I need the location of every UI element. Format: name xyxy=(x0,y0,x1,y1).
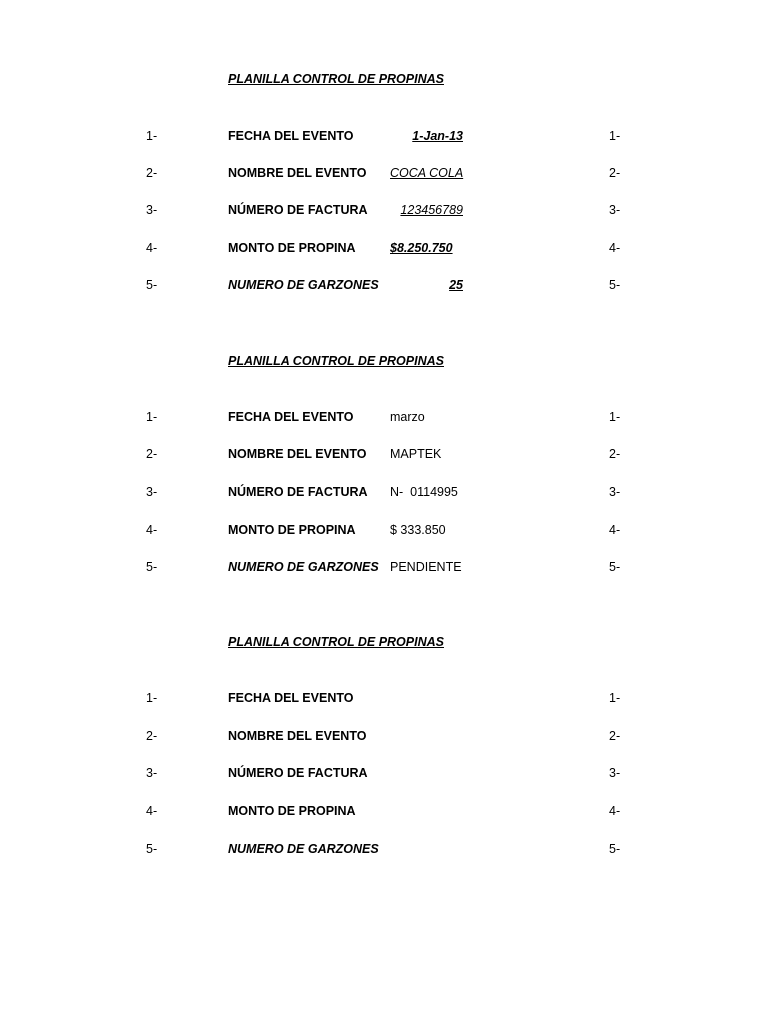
planilla-section-3 xyxy=(0,635,768,895)
row-number: 3- xyxy=(146,766,158,780)
row-monto xyxy=(0,241,768,259)
section-title: PLANILLA CONTROL DE PROPINAS xyxy=(228,72,444,86)
row-garzones xyxy=(0,560,768,578)
row-number: 4- xyxy=(146,804,158,818)
row-factura xyxy=(0,766,768,784)
row-number-right: 2- xyxy=(609,447,621,461)
row-label: FECHA DEL EVENTO xyxy=(228,410,354,424)
row-number: 1- xyxy=(146,410,158,424)
row-number-right: 1- xyxy=(609,691,621,705)
row-number-right: 1- xyxy=(609,410,621,424)
row-fecha xyxy=(0,691,768,709)
row-number-right: 5- xyxy=(609,560,621,574)
row-number-right: 4- xyxy=(609,523,621,537)
row-label: NÚMERO DE FACTURA xyxy=(228,485,368,499)
row-number-right: 5- xyxy=(609,842,621,856)
planilla-section-2 xyxy=(0,354,768,614)
row-value: COCA COLA xyxy=(390,166,464,180)
row-number-right: 2- xyxy=(609,166,621,180)
row-number: 4- xyxy=(146,241,158,255)
row-number: 3- xyxy=(146,485,158,499)
section-title: PLANILLA CONTROL DE PROPINAS xyxy=(228,635,444,649)
row-number-right: 5- xyxy=(609,278,621,292)
section-title: PLANILLA CONTROL DE PROPINAS xyxy=(228,354,444,368)
row-number: 5- xyxy=(146,842,158,856)
row-value: PENDIENTE xyxy=(390,560,462,574)
row-number-right: 4- xyxy=(609,804,621,818)
row-number: 2- xyxy=(146,729,158,743)
row-label: MONTO DE PROPINA xyxy=(228,804,356,818)
row-number: 4- xyxy=(146,523,158,537)
row-label: FECHA DEL EVENTO xyxy=(228,691,354,705)
row-fecha xyxy=(0,410,768,428)
row-number: 5- xyxy=(146,560,158,574)
row-label: MONTO DE PROPINA xyxy=(228,241,356,255)
row-label: NUMERO DE GARZONES xyxy=(228,278,379,292)
row-label: NUMERO DE GARZONES xyxy=(228,560,379,574)
row-nombre xyxy=(0,166,768,184)
row-value: $8.250.750 xyxy=(390,241,453,255)
row-label: NOMBRE DEL EVENTO xyxy=(228,166,367,180)
row-number: 2- xyxy=(146,447,158,461)
row-label: NOMBRE DEL EVENTO xyxy=(228,447,367,461)
row-number-right: 3- xyxy=(609,203,621,217)
row-label: FECHA DEL EVENTO xyxy=(228,129,354,143)
row-number: 1- xyxy=(146,691,158,705)
row-value: N- 0114995 xyxy=(390,485,458,499)
row-number: 2- xyxy=(146,166,158,180)
row-value: MAPTEK xyxy=(390,447,442,461)
row-value: $ 333.850 xyxy=(390,523,446,537)
row-garzones xyxy=(0,842,768,860)
row-number-right: 3- xyxy=(609,485,621,499)
row-label: NÚMERO DE FACTURA xyxy=(228,766,368,780)
row-number: 5- xyxy=(146,278,158,292)
row-number-right: 4- xyxy=(609,241,621,255)
row-nombre xyxy=(0,447,768,465)
row-number-right: 3- xyxy=(609,766,621,780)
row-value: 123456789 xyxy=(400,203,463,217)
row-value: marzo xyxy=(390,410,425,424)
row-monto xyxy=(0,804,768,822)
row-number: 1- xyxy=(146,129,158,143)
row-nombre xyxy=(0,729,768,747)
row-number-right: 2- xyxy=(609,729,621,743)
row-label: MONTO DE PROPINA xyxy=(228,523,356,537)
row-garzones xyxy=(0,278,768,296)
row-factura xyxy=(0,485,768,503)
row-value: 1-Jan-13 xyxy=(412,129,463,143)
row-label: NOMBRE DEL EVENTO xyxy=(228,729,367,743)
row-factura xyxy=(0,203,768,221)
row-number-right: 1- xyxy=(609,129,621,143)
row-label: NUMERO DE GARZONES xyxy=(228,842,379,856)
row-label: NÚMERO DE FACTURA xyxy=(228,203,368,217)
row-value: 25 xyxy=(449,278,463,292)
row-fecha xyxy=(0,129,768,147)
planilla-section-1 xyxy=(0,72,768,332)
row-monto xyxy=(0,523,768,541)
row-number: 3- xyxy=(146,203,158,217)
